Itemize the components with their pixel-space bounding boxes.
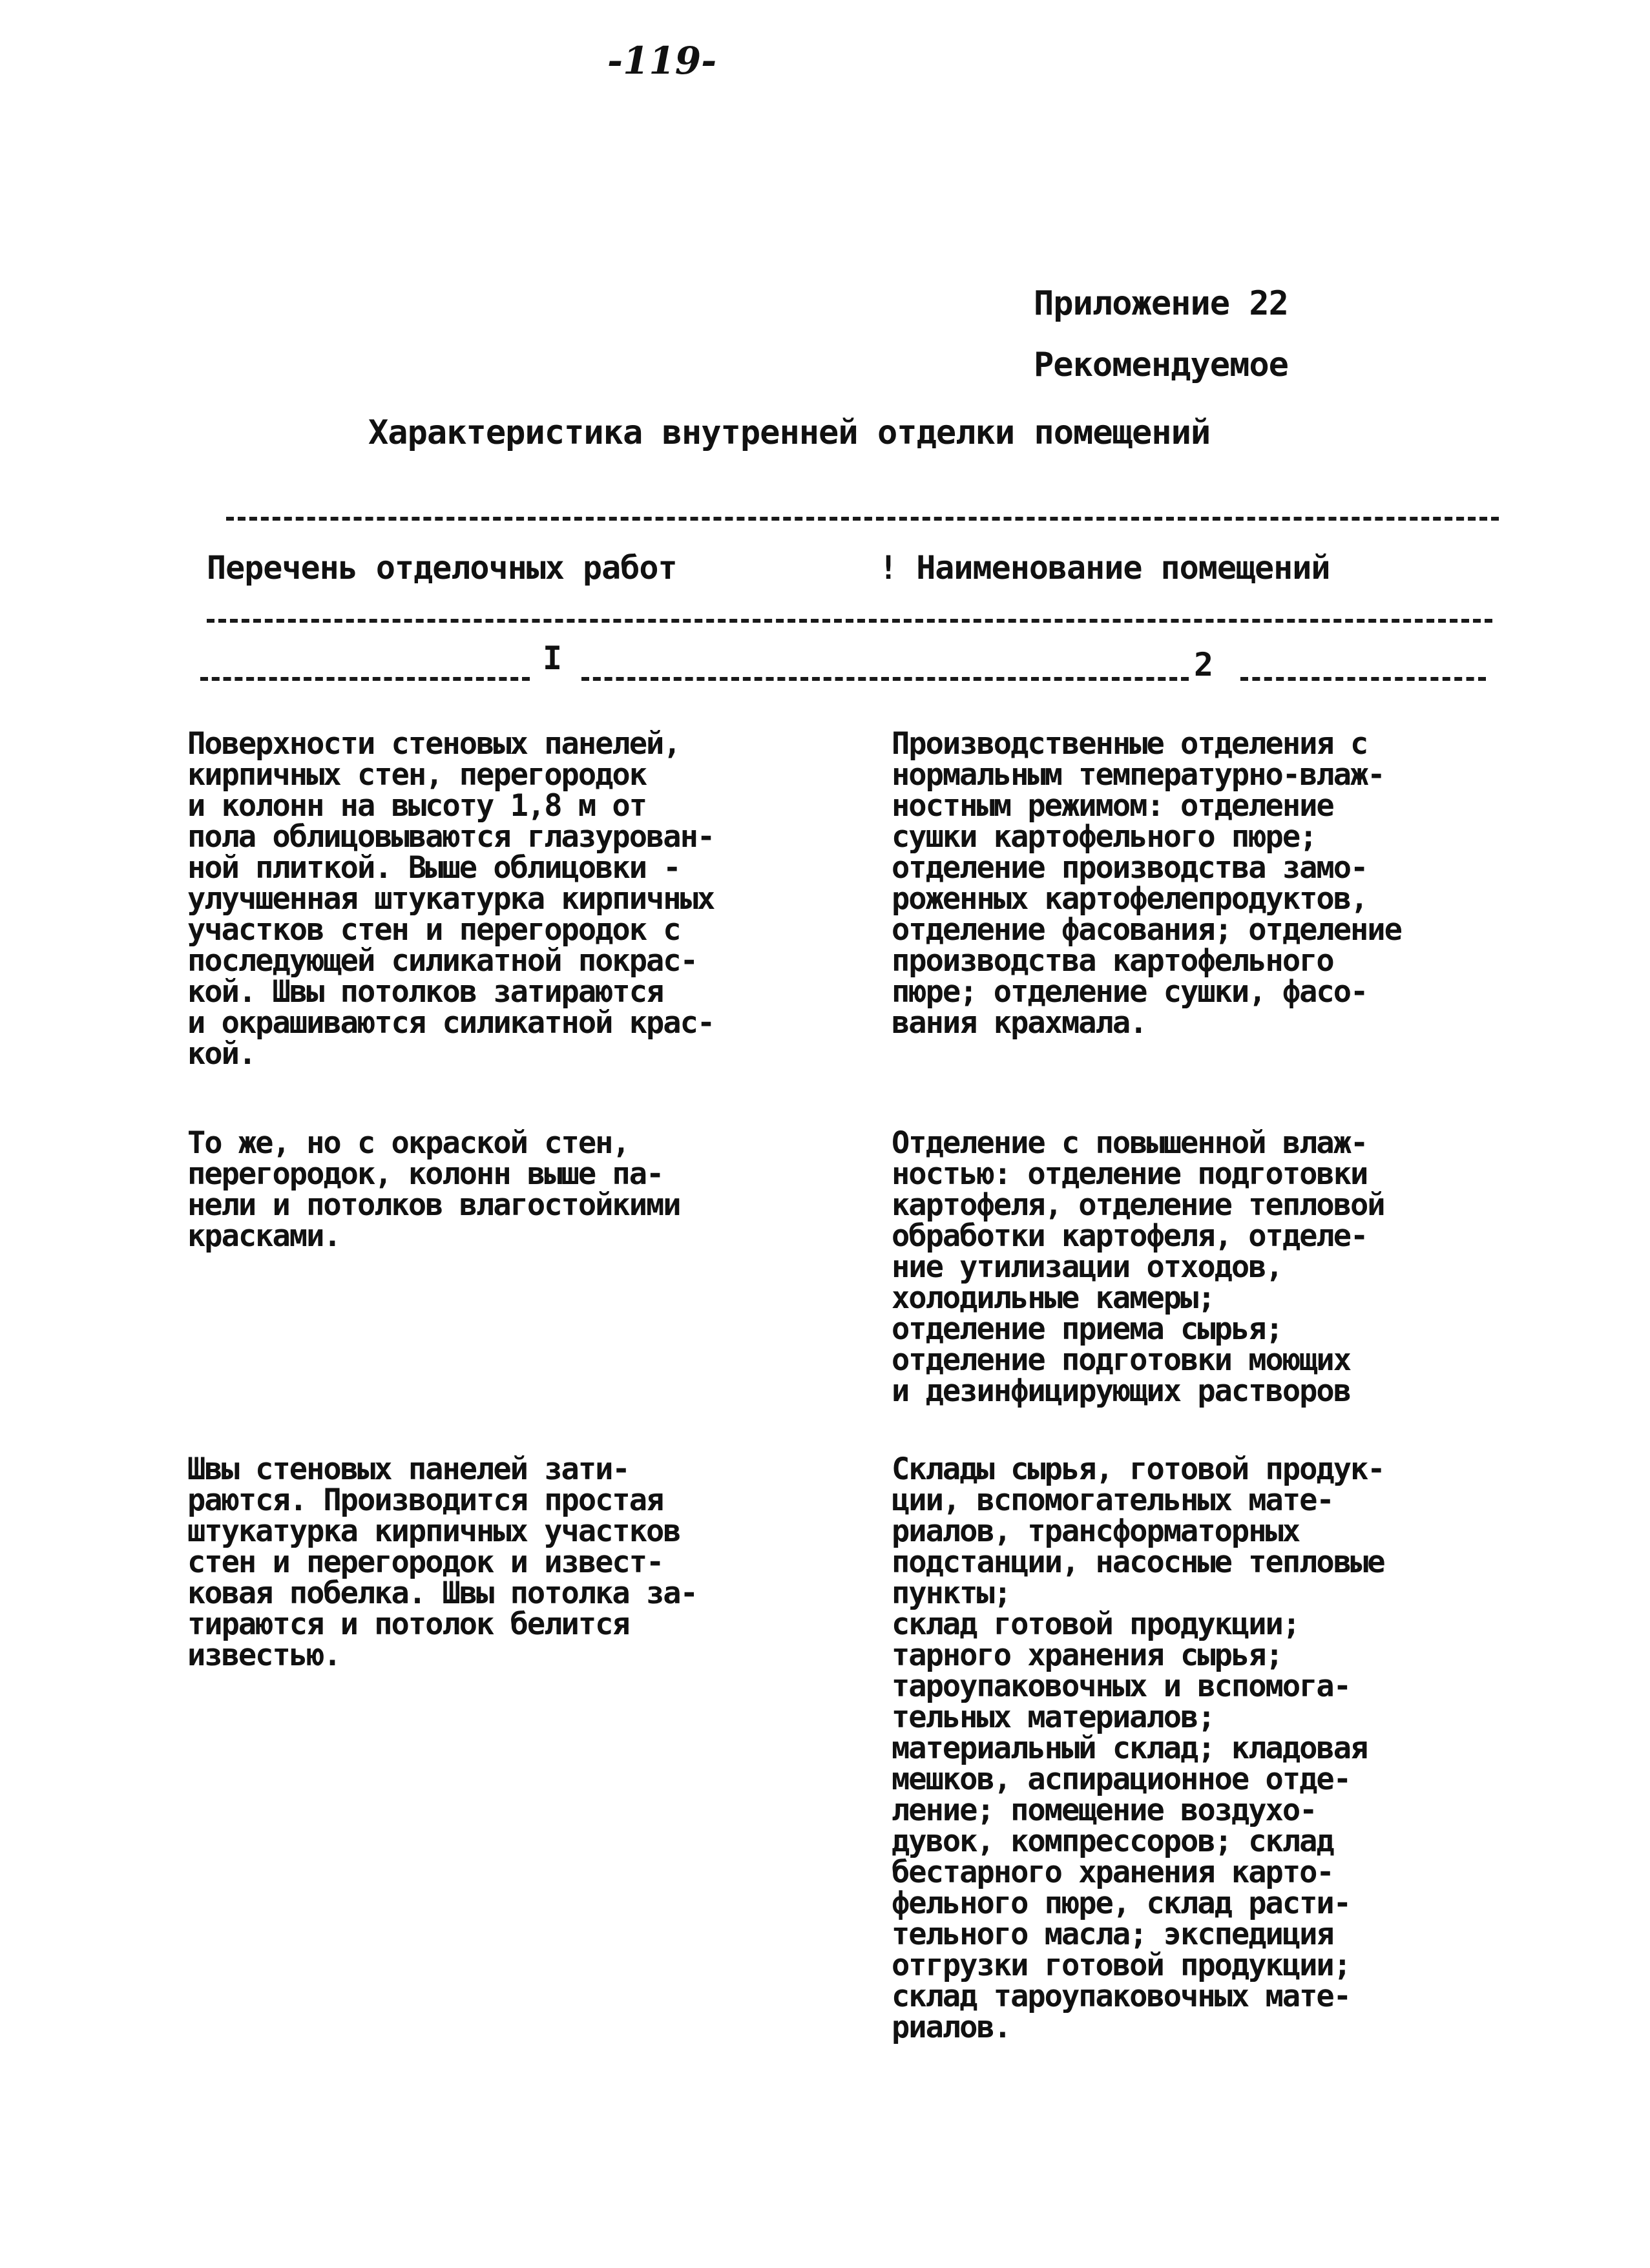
table-row-3-works: Швы стеновых панелей зати- раются. Производится простая штукатурка кирпичных участков стен и перегородок и извест- ковая побелка. Швы потолка за- тираются и потолок белится известью.	[187, 1451, 697, 1673]
table-row-2-rooms: Отделение с повышенной влаж- ностью: отделение подготовки картофеля, отделение тепловой обработки картофеля, отделе- ние утилизации отходов, холодильные камеры; отделение приема сырья; отделение подготовки моющих и дезинфицирующих растворов	[892, 1125, 1384, 1409]
table-row-1-rooms: Производственные отделения с нормальным температурно-влаж- ностным режимом: отделение сушки картофельного пюре; отделение производства замо- роженных картофелепродуктов, отделение фасования; отделение производства картофельного пюре; отделение сушки, фасо- вания крахмала.	[892, 726, 1401, 1041]
column-number-rule-left	[200, 677, 530, 681]
table-row-3-rooms: Склады сырья, готовой продук- ции, вспомогательных мате- риалов, трансформаторных подстанции, насосные тепловые пункты; склад готовой продукции; тарного хранения сырья; тароупаковочных и вспомога- тельных материалов; материальный склад; кладовая мешков, аспирационное отде- ление; помещение воздухо- дувок, компрессоров; склад бестарного хранения карто- фельного пюре, склад расти- тельного масла; экспедиция отгрузки готовой продукции; склад тароупаковочных мате- риалов.	[892, 1451, 1384, 2045]
column-header-rooms: ! Наименование помещений	[879, 549, 1330, 587]
column-number-rule-middle	[581, 677, 1189, 681]
table-row-2-works: То же, но с окраской стен, перегородок, колонн выше па- нели и потолков влагостойкими красками.	[187, 1125, 680, 1254]
table-row-1-works: Поверхности стеновых панелей, кирпичных стен, перегородок и колонн на высоту 1,8 м от пола облицовываются глазурован- ной плиткой. Выше облицовки - улучшенная штукатурка кирпичных участков стен и перегородок с последующей силикатной покрас- кой. Швы потолков затираются и окрашиваются силикатной крас- кой.	[187, 726, 715, 1072]
column-header-works: Перечень отделочных работ	[207, 549, 677, 587]
column-number-rule-right	[1240, 677, 1486, 681]
appendix-status: Рекомендуемое	[1034, 346, 1288, 384]
column-number-2: 2	[1194, 646, 1214, 683]
table-header-rule	[207, 619, 1492, 623]
table-top-rule	[226, 517, 1499, 521]
appendix-number: Приложение 22	[1034, 284, 1288, 323]
document-title: Характеристика внутренней отделки помещений	[368, 413, 1211, 452]
page-number: -119-	[607, 39, 717, 83]
column-number-1: I	[543, 640, 563, 677]
